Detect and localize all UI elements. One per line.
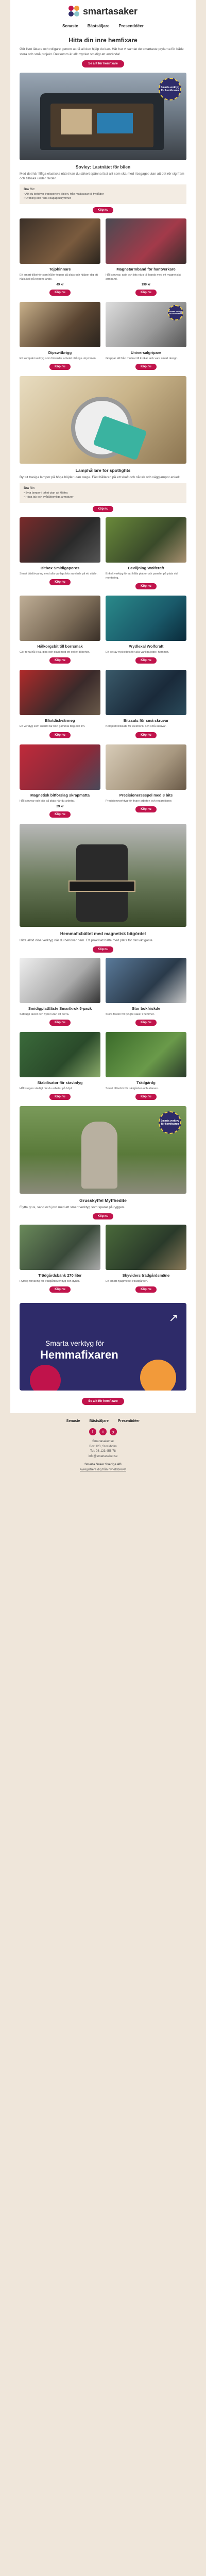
product-title[interactable]: Precisionerssspel med 8 bits — [119, 792, 173, 798]
product-image[interactable] — [106, 670, 186, 715]
footer-nav — [0, 1419, 206, 1423]
product-title[interactable]: Bitssats för små skruvar — [123, 718, 169, 723]
product-text: Greppar allt från muttrar till krokar tack vare smart design. — [106, 357, 178, 360]
feature-image[interactable] — [20, 73, 186, 160]
brand-name[interactable]: smartasaker — [82, 6, 138, 16]
footer-address: Smartasaker.se Box 123, Stockholm Tel: 08-123 456 78 info@smartasaker.se — [88, 1440, 118, 1458]
product-title[interactable]: Smidigplattfäste Smartkrok 5-pack — [28, 1006, 92, 1011]
product-card — [20, 958, 100, 1026]
product-title[interactable]: Trädgårdsbänk 270 liter — [38, 1273, 82, 1278]
banner-line-1: Smarta verktyg för — [45, 1339, 105, 1347]
product-text: Ett smart hjälpmedel i trädgården. — [106, 1279, 148, 1283]
product-text: Enkelt verktyg för att hålla plattor och paneler på plats vid montering. — [106, 572, 178, 580]
promo-banner[interactable] — [20, 1303, 186, 1391]
hero-cta-button[interactable]: Se allt för hemfixare — [82, 60, 124, 67]
product-text: Ett verktyg som snabbt tar bort gammal färg och lim. — [20, 725, 85, 728]
feature-note: Bra för: • Allt du behöver transportera i bilen, från matkassar till flyttlådor • Ordning och reda i bagageutrymmet — [20, 184, 186, 204]
product-text: Håll skruvar, spik och bits nära till hands med ett magnetiskt armband. — [106, 273, 181, 281]
product-card — [106, 1032, 186, 1100]
feature-lastnat — [10, 73, 196, 218]
buy-button[interactable]: Köp nu — [135, 806, 157, 812]
product-title[interactable]: Dipswitbrigg — [48, 350, 72, 355]
product-row-5 — [10, 670, 196, 744]
footer — [0, 1413, 206, 1482]
buy-button[interactable]: Köp nu — [93, 946, 114, 953]
footer-company: Smarta Saker Sverige AB — [84, 1463, 122, 1467]
product-text: Stora fästen för tyngre saker i hemmet. — [106, 1012, 155, 1016]
product-title[interactable]: Magnetisk bitförslag skrapmätta — [30, 792, 90, 798]
top-nav — [10, 23, 196, 33]
feature-title[interactable]: Sovley: Lastnätet för bilen — [75, 164, 131, 170]
product-image[interactable] — [20, 744, 100, 790]
buy-button[interactable]: Köp nu — [135, 290, 157, 296]
feature-text: Flytta grus, sand och jord med ett smart verktyg som sparar på ryggen. — [20, 1206, 125, 1209]
brand-logo-icon — [68, 6, 80, 17]
product-text: Smart tillbehör för trädgården och altanen. — [106, 1087, 159, 1090]
product-title[interactable]: Prydlexal Wolfcraft — [128, 644, 164, 649]
product-card — [20, 517, 100, 590]
product-row-6 — [10, 744, 196, 824]
product-card — [20, 596, 100, 664]
product-image[interactable] — [20, 596, 100, 641]
product-image[interactable] — [106, 596, 186, 641]
buy-button[interactable]: Köp nu — [135, 732, 157, 738]
product-image[interactable] — [106, 958, 186, 1003]
product-row-8 — [10, 1032, 196, 1106]
product-card — [106, 517, 186, 590]
buy-button[interactable]: Köp nu — [93, 506, 114, 512]
instagram-icon[interactable]: i — [99, 1428, 107, 1435]
product-card — [106, 302, 186, 370]
product-text: Håll skruvar och bits på plats när du arbetar. — [20, 799, 75, 803]
product-row-4 — [10, 596, 196, 670]
feature-baltet — [10, 824, 196, 958]
product-title[interactable]: Bitbox Smidigaporos — [40, 565, 80, 570]
product-image[interactable] — [20, 958, 100, 1003]
product-row-3 — [10, 517, 196, 596]
product-image[interactable] — [106, 302, 186, 347]
buy-button[interactable]: Köp nu — [135, 657, 157, 664]
buy-button[interactable]: Köp nu — [49, 290, 71, 296]
buy-button[interactable]: Köp nu — [135, 364, 157, 370]
feature-image[interactable] — [20, 824, 186, 927]
hero-text: Gör livet lättare och roligare genom att få all den hjälp du kan. Här har vi samlat de smartaste prylarna för både stora och små projekt. Dessutom är allt mycket smidigt att använda! — [20, 47, 184, 56]
promo-badge: Smarta verktyg för hemfixaren — [159, 78, 181, 100]
product-card — [106, 218, 186, 296]
product-image[interactable] — [20, 1225, 100, 1270]
product-text: Ett kompakt verktyg som förenklar arbetet i trånga utrymmen. — [20, 357, 97, 360]
arrow-icon: ↗ — [168, 1311, 178, 1324]
logo-bar — [10, 0, 196, 23]
product-card — [20, 1225, 100, 1293]
buy-button[interactable]: Köp nu — [49, 657, 71, 664]
product-card — [20, 670, 100, 738]
buy-button[interactable]: Köp nu — [49, 732, 71, 738]
product-title[interactable]: Blixtdiskvärmeg — [45, 718, 75, 723]
product-image[interactable] — [106, 517, 186, 563]
product-price: 199 kr — [141, 283, 151, 286]
facebook-icon[interactable]: f — [89, 1428, 96, 1435]
promo-badge: Smarta verktyg för hemfixaren — [168, 305, 183, 320]
product-text: Precisionsverktyg för finare arbeten och reparationer. — [106, 799, 173, 803]
feature-grusskyffel — [10, 1106, 196, 1225]
buy-button[interactable]: Köp nu — [135, 1020, 157, 1026]
buy-button[interactable]: Köp nu — [49, 1286, 71, 1293]
feature-title[interactable]: Grusskyffel Myffhedite — [79, 1198, 127, 1203]
product-image[interactable] — [106, 218, 186, 264]
product-card — [106, 670, 186, 738]
feature-image[interactable] — [20, 1106, 186, 1194]
buy-button[interactable]: Köp nu — [49, 364, 71, 370]
product-text: Sätt upp tavlor och hyllor utan att borra. — [20, 1012, 70, 1016]
nav-item-presentideer[interactable]: Presentidéer — [118, 24, 144, 28]
product-title[interactable]: Skyviders trädgårdsmäne — [122, 1273, 170, 1278]
hero-section — [10, 33, 196, 73]
nav-item-bastsaljare[interactable]: Bästsäljare — [87, 24, 110, 28]
product-image[interactable] — [20, 1032, 100, 1077]
promo-badge: Smarta verktyg för hemfixaren — [159, 1111, 181, 1134]
feature-image[interactable] — [20, 376, 186, 464]
product-image[interactable] — [20, 218, 100, 264]
buy-button[interactable]: Köp nu — [49, 579, 71, 585]
product-row-7 — [10, 958, 196, 1032]
feature-title[interactable]: Hemmafixbältet med magnetisk bitgördel — [60, 930, 146, 936]
feature-title[interactable]: Lamphållare för spotlights — [75, 468, 131, 473]
product-row-2 — [10, 302, 196, 376]
product-title[interactable]: Beviljning Wolfcraft — [128, 565, 164, 570]
product-card — [106, 958, 186, 1026]
social-links — [0, 1428, 206, 1435]
buy-button[interactable]: Köp nu — [135, 1286, 157, 1293]
feature-text: Byt ut trasiga lampor på höga höjder utan stege. Fäst hållaren på ett skaft och nå tak och vägglampor enkelt. — [20, 476, 181, 480]
buy-button[interactable]: Köp nu — [49, 811, 71, 818]
product-image[interactable] — [20, 670, 100, 715]
product-text: Komplett bitssats för elektronik och små skruvar. — [106, 725, 166, 728]
product-image[interactable] — [20, 302, 100, 347]
product-image[interactable] — [106, 1225, 186, 1270]
product-text: Ett smart tillbehör som håller tejpen på plats och hjälper dig att hålla koll på tejpens ände. — [20, 273, 98, 281]
feature-text: Hitta alltid dina verktyg när du behöver dem. Ett praktiskt bälte med plats för det viktigaste. — [20, 938, 153, 942]
product-image[interactable] — [20, 517, 100, 563]
footer-nav-senaste[interactable]: Senaste — [66, 1419, 80, 1423]
product-title[interactable]: Magnetarmband för hantverkare — [116, 266, 176, 272]
buy-button[interactable]: Köp nu — [93, 1213, 114, 1219]
email-wrapper — [10, 0, 196, 1413]
product-title[interactable]: Stor bokfriskde — [131, 1006, 160, 1011]
buy-button[interactable]: Köp nu — [49, 1094, 71, 1100]
buy-button[interactable]: Köp nu — [49, 1020, 71, 1026]
product-text: Ett set av nyckelbits för alla vanliga jobb i hemmet. — [106, 651, 169, 654]
product-image[interactable] — [106, 1032, 186, 1077]
product-text: Smart bitsförvaring med alla vanliga bits samlade på ett ställe. — [20, 572, 98, 575]
product-text: Håll stegen stadigt när du arbetar på höjd. — [20, 1087, 73, 1090]
buy-button[interactable]: Köp nu — [135, 1094, 157, 1100]
product-title[interactable]: Tejphinnare — [49, 266, 71, 272]
feature-text: Med det här fiffiga elastiska nätet kan du säkert spänna fast allt som ska med i bagaget utan att det rör sig fram och tillbaka under färden. — [20, 172, 184, 181]
product-card — [106, 1225, 186, 1293]
product-price: 49 kr — [56, 283, 64, 286]
product-card — [106, 744, 186, 818]
footer-nav-presentideer[interactable]: Presentidéer — [117, 1419, 140, 1423]
product-text: Rymlig förvaring för trädgårdsverktyg och dynor. — [20, 1279, 80, 1283]
footer-nav-bastsaljare[interactable]: Bästsäljare — [89, 1419, 109, 1423]
product-title[interactable]: Stabilisator för stavbdyg — [37, 1080, 83, 1085]
product-image[interactable] — [106, 744, 186, 790]
product-title[interactable]: Universalgripare — [130, 350, 162, 355]
product-card — [20, 218, 100, 296]
product-title[interactable]: Trädgårdg — [136, 1080, 156, 1085]
product-title[interactable]: Hålkorgsbit till borrsmak — [37, 644, 83, 649]
feature-lamphallare — [10, 376, 196, 517]
product-card — [106, 596, 186, 664]
banner-line-2: Hemmafixaren — [40, 1348, 118, 1361]
product-text: Gör rena hål i trä, gips och plast med ett enkelt tillbehör. — [20, 651, 90, 654]
product-card — [20, 302, 100, 370]
buy-button[interactable]: Köp nu — [93, 207, 114, 213]
product-row-1 — [10, 218, 196, 302]
youtube-icon[interactable]: y — [110, 1428, 117, 1435]
banner-cta-button[interactable]: Se allt för hemfixare — [82, 1398, 124, 1405]
buy-button[interactable]: Köp nu — [135, 583, 157, 589]
nav-item-senaste[interactable]: Senaste — [62, 24, 78, 28]
product-card — [20, 744, 100, 818]
product-row-9 — [10, 1225, 196, 1299]
product-card — [20, 1032, 100, 1100]
feature-note: Bra för: • Byta lampor i taket utan att klättra • Höga tak och svåråtkomliga armaturer — [20, 483, 186, 503]
unsubscribe-link[interactable]: Avregistrera dig från nyhetsbrevet — [80, 1468, 126, 1472]
hero-title: Hitta din inre hemfixare — [68, 37, 138, 44]
product-price: 29 kr — [56, 805, 64, 808]
